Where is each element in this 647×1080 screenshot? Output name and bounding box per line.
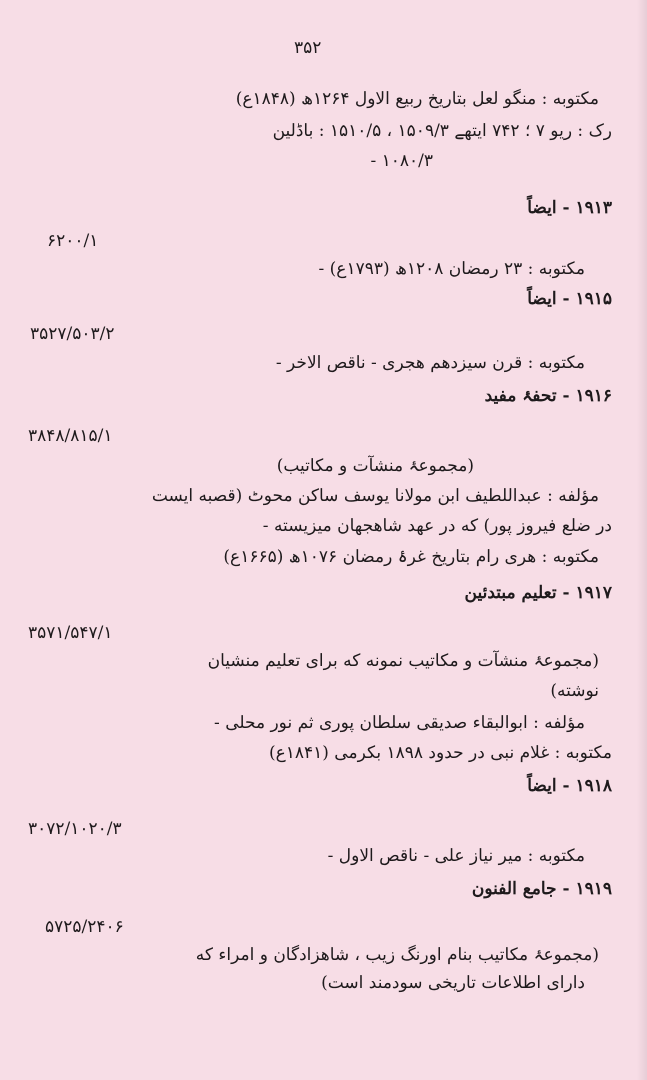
- shelf-mark-1917: ۳۵۷۱/۵۴۷/۱: [28, 623, 113, 643]
- entry-heading-1915: ۱۹۱۵ - ایضاً: [527, 289, 612, 309]
- entry-text: (مجموعۂ مکاتیب بنام اورنگ زیب ، شاهزادگان و امراء که: [195, 945, 599, 965]
- entry-heading-1918: ۱۹۱۸ - ایضاً: [527, 776, 612, 796]
- entry-text: مکتوبه : قرن سیزدهم هجری - ناقص الاخر -: [275, 353, 585, 373]
- entry-text: مؤلفه : عبداللطیف ابن مولانا یوسف ساکن محوٹ (قصبه ایست: [151, 486, 599, 506]
- entry-text: در ضلع فیروز پور) که در عهد شاهجهان میزیسته -: [262, 516, 612, 536]
- entry-text: مکتوبه : ۲۳ رمضان ۱۲۰۸ھ (۱۷۹۳ع) -: [318, 259, 585, 279]
- entry-text: مؤلفه : ابوالبقاء صدیقی سلطان پوری ثم نور محلی -: [214, 713, 585, 733]
- entry-text: (مجموعۂ منشآت و مکاتیب): [276, 456, 474, 476]
- entry-text: مکتوبه : میر نیاز علی - ناقص الاول -: [327, 846, 585, 866]
- entry-text: مکتوبه : منگو لعل بتاریخ ربیع الاول ۱۲۶۴ھ (۱۸۴۸ع): [235, 89, 599, 109]
- shelf-mark-1918: ۳۰۷۲/۱۰۲۰/۳: [28, 819, 122, 839]
- entry-heading-1919: ۱۹۱۹ - جامع الفنون: [471, 879, 612, 899]
- page-number: ۳۵۲: [294, 38, 322, 58]
- entry-heading-1913: ۱۹۱۳ - ایضاً: [527, 198, 612, 218]
- entry-text: مکتوبه : غلام نبی در حدود ۱۸۹۸ بکرمی (۱۸۴۱ع): [268, 743, 612, 763]
- entry-text: ۱۰۸۰/۳ -: [370, 151, 433, 171]
- bleed-through-text: [360, 208, 542, 224]
- entry-text: نوشته): [550, 681, 599, 701]
- page-edge-shadow: [637, 0, 647, 1080]
- entry-heading-1916: ۱۹۱۶ - تحفۂ مفید: [484, 386, 612, 406]
- entry-text: رک : ریو ۷ ؛ ۷۴۲ ایتھے ۱۵۰۹/۳ ، ۱۵۱۰/۵ : باڈلین: [272, 121, 612, 141]
- entry-text: دارای اطلاعات تاریخی سودمند است): [321, 973, 585, 993]
- entry-text: (مجموعۂ منشآت و مکاتیب نمونه که برای تعلیم منشیان: [207, 651, 599, 671]
- entry-heading-1917: ۱۹۱۷ - تعلیم مبتدئین: [464, 583, 612, 603]
- shelf-mark-1915: ۳۵۲۷/۵۰۳/۲: [30, 324, 115, 344]
- entry-text: مکتوبه : هری رام بتاریخ غرۂ رمضان ۱۰۷۶ھ (۱۶۶۵ع): [223, 547, 599, 567]
- shelf-mark-1919: ۵۷۲۵/۲۴۰۶: [45, 917, 124, 937]
- shelf-mark-1916: ۳۸۴۸/۸۱۵/۱: [28, 426, 113, 446]
- shelf-mark-1913: ۶۲۰۰/۱: [47, 231, 99, 251]
